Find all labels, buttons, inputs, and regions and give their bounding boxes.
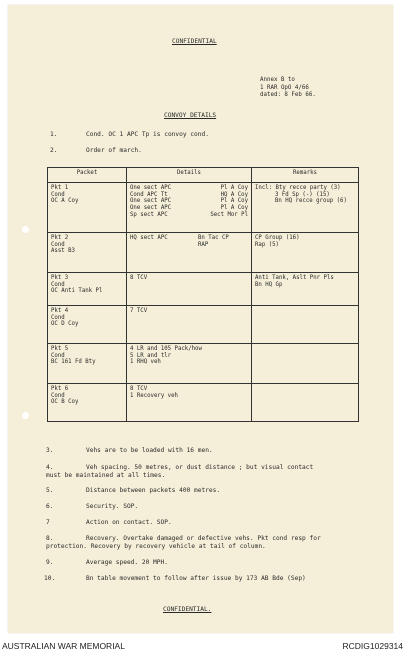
packet-commander: BC 161 Fd Bty xyxy=(51,359,96,366)
detail-item: 7 TCV xyxy=(130,308,148,314)
remark-line: 3 Fd Sp (-) (15) xyxy=(275,191,330,198)
detail-unit: Pl A Coy xyxy=(220,198,248,205)
para-continuation: must be maintained at all times. xyxy=(46,472,166,479)
details-cell xyxy=(127,306,252,344)
packet-name: Pkt 1 xyxy=(51,185,69,191)
para-text: Vehs are to be loaded with 16 men. xyxy=(86,447,213,454)
detail-unit: RAP xyxy=(198,241,209,248)
detail-item: HQ sect APC xyxy=(130,235,168,241)
para-number: 6. xyxy=(46,503,54,510)
detail-item: 5 LR and tlr xyxy=(130,352,172,359)
packet-commander: OC B Coy xyxy=(51,399,79,406)
packet-commander: Asst B3 xyxy=(51,248,75,255)
para-number: 3. xyxy=(46,447,54,454)
packet-cell xyxy=(48,183,127,233)
table-row xyxy=(48,306,359,344)
packet-name: Pkt 6 xyxy=(51,386,69,392)
punch-hole xyxy=(22,412,29,419)
classification-top: CONFIDENTIAL xyxy=(172,38,217,45)
table-row xyxy=(48,183,359,233)
para-continuation: protection. Recovery by recovery vehicle at tail of column. xyxy=(46,543,266,550)
detail-item: 1 RHQ veh xyxy=(130,359,161,366)
para-text: Security. SOP. xyxy=(86,503,139,510)
remark-line: Incl: Bty recce party (3) xyxy=(255,185,341,191)
para-text: Cond. OC 1 APC Tp is convoy cond. xyxy=(86,131,209,138)
detail-unit: Pl A Coy xyxy=(220,205,248,212)
header-packet: Packet xyxy=(48,168,127,183)
convoy-table xyxy=(47,167,359,422)
para-text: Recovery. Overtake damaged or defective vehs. Pkt cond resp for xyxy=(86,535,321,542)
archive-footer xyxy=(0,636,406,654)
remarks-cell xyxy=(252,233,359,273)
packet-commander: OC D Coy xyxy=(51,321,79,328)
detail-unit: Sect Mor Pl xyxy=(210,211,248,218)
packet-role: Cond xyxy=(51,191,65,198)
packet-cell xyxy=(48,273,127,306)
packet-name: Pkt 3 xyxy=(51,275,69,281)
para-number: 4. xyxy=(46,464,54,471)
annex-line: Annex B to xyxy=(260,77,295,83)
packet-cell xyxy=(48,306,127,344)
para-number: 1. xyxy=(50,131,58,138)
details-cell xyxy=(127,273,252,306)
detail-item: One sect APC xyxy=(130,205,172,212)
header-details: Details xyxy=(127,168,252,183)
packet-role: Cond xyxy=(51,314,65,321)
para-number: 2. xyxy=(50,147,58,154)
annex-line: dated: 8 Feb 66. xyxy=(260,92,316,99)
detail-item: Cond APC Tt xyxy=(130,191,168,198)
table-row xyxy=(48,233,359,273)
packet-role: Cond xyxy=(51,241,65,248)
doc-title: CONVOY DETAILS xyxy=(164,112,217,119)
packet-cell xyxy=(48,344,127,384)
detail-item: Sp sect APC xyxy=(130,211,168,218)
footer-institution: AUSTRALIAN WAR MEMORIAL xyxy=(2,641,125,651)
remark-line: Bn HQ recce group (6) xyxy=(275,198,347,205)
detail-item: 8 TCV xyxy=(130,275,148,281)
detail-item: One sect APC xyxy=(130,198,172,205)
detail-unit: Bn Tac CP xyxy=(198,235,229,241)
details-cell xyxy=(127,233,252,273)
table-row xyxy=(48,384,359,422)
packet-name: Pkt 4 xyxy=(51,308,69,314)
para-number: 9. xyxy=(46,559,54,566)
para-text: Action on contact. SOP. xyxy=(86,519,172,526)
packet-cell xyxy=(48,233,127,273)
remarks-cell xyxy=(252,183,359,233)
packet-name: Pkt 5 xyxy=(51,346,69,352)
details-cell xyxy=(127,183,252,233)
classification-bottom: CONFIDENTIAL. xyxy=(163,606,212,613)
remarks-cell xyxy=(252,344,359,384)
para-number: 8. xyxy=(46,535,54,542)
para-number: 5. xyxy=(46,487,54,494)
packet-role: Cond xyxy=(51,392,65,399)
remark-line: Anti Tank, Aslt Pnr Pls xyxy=(255,275,334,281)
detail-unit: Pl A Coy xyxy=(220,185,248,191)
punch-hole xyxy=(22,226,29,233)
packet-name: Pkt 2 xyxy=(51,235,69,241)
header-remarks: Remarks xyxy=(252,168,359,183)
para-number: 7 xyxy=(46,519,50,526)
details-cell xyxy=(127,344,252,384)
remarks-cell xyxy=(252,384,359,422)
packet-commander: OC A Coy xyxy=(51,198,79,205)
detail-unit: HQ A Coy xyxy=(220,191,248,198)
annex-reference xyxy=(260,77,316,100)
packet-role: Cond xyxy=(51,352,65,359)
para-text: Average speed. 20 MPH. xyxy=(86,559,168,566)
details-cell xyxy=(127,384,252,422)
packet-cell xyxy=(48,384,127,422)
remarks-cell xyxy=(252,306,359,344)
annex-line: 1 RAR OpO 4/66 xyxy=(260,84,309,91)
para-text: Order of march. xyxy=(86,147,142,154)
para-number: 10. xyxy=(44,575,56,582)
remarks-cell xyxy=(252,273,359,306)
table-header-row xyxy=(48,168,359,183)
remark-line: CP Group (16) xyxy=(255,235,300,241)
table-row xyxy=(48,344,359,384)
detail-item: 4 LR and 105 Pack/how xyxy=(130,346,202,352)
detail-item: 8 TCV xyxy=(130,386,148,392)
para-text: Veh spacing. 50 metres, or dust distance ; but visual contact xyxy=(86,464,314,471)
remark-line: Rap (5) xyxy=(255,241,279,248)
para-text: Distance between packets 400 metres. xyxy=(86,487,221,494)
para-text: Bn table movement to follow after issue by 173 AB Bde (Sep) xyxy=(86,575,306,582)
detail-item: One sect APC xyxy=(130,185,172,191)
footer-record-id: RCDIG1029314 xyxy=(342,641,403,651)
packet-commander: OC Anti Tank Pl xyxy=(51,288,103,295)
table-row xyxy=(48,273,359,306)
packet-role: Cond xyxy=(51,281,65,288)
remark-line: Bn HQ Gp xyxy=(255,281,283,288)
detail-item: 1 Recovery veh xyxy=(130,392,178,399)
